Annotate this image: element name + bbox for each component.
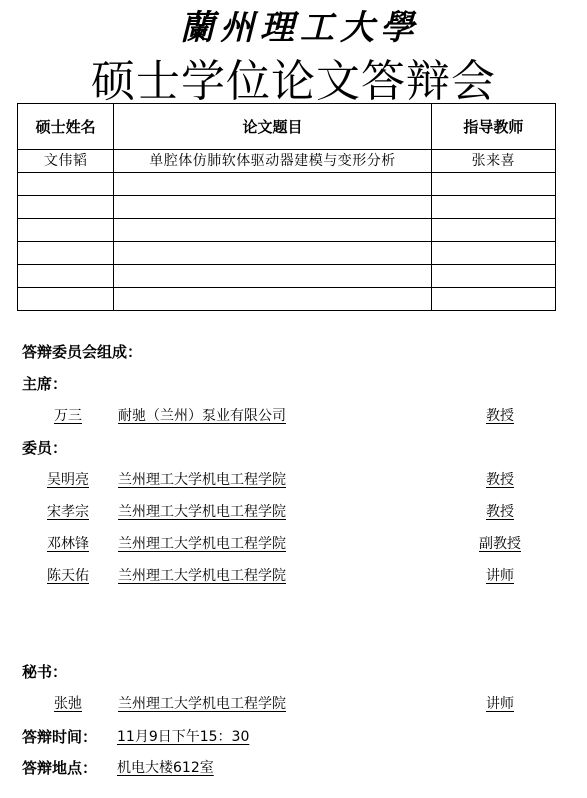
chair-organization: 耐驰（兰州）泵业有限公司	[118, 408, 286, 424]
thesis-topic-cell	[114, 196, 432, 219]
page-title: 硕士学位论文答辩会	[91, 56, 496, 107]
members-label: 委员：	[22, 439, 68, 457]
member-rank: 教授	[486, 472, 514, 488]
advisor-cell	[431, 173, 555, 196]
member-organization: 兰州理工大学机电工程学院	[118, 504, 286, 520]
table-row	[18, 265, 556, 288]
table-row	[18, 196, 556, 219]
member-rank: 讲师	[486, 568, 514, 584]
defense-time-value: 11月9日下午15：30	[117, 729, 250, 745]
student-name-cell	[18, 265, 114, 288]
member-row	[0, 502, 587, 522]
advisor-cell	[431, 288, 555, 311]
secretary-label: 秘书：	[22, 663, 68, 681]
member-organization: 兰州理工大学机电工程学院	[118, 568, 286, 584]
advisor-cell	[431, 242, 555, 265]
table-row	[18, 219, 556, 242]
member-name: 邓林锋	[47, 536, 89, 552]
member-rank: 副教授	[479, 536, 521, 552]
chair-rank: 教授	[486, 408, 514, 424]
student-name-cell	[18, 219, 114, 242]
secretary-name: 张弛	[54, 696, 82, 712]
advisor-cell: 张来喜	[431, 150, 555, 173]
thesis-table	[17, 103, 556, 311]
chair-row	[0, 406, 587, 426]
table-row	[18, 242, 556, 265]
thesis-topic-cell	[114, 265, 432, 288]
column-header-topic: 论文题目	[114, 104, 432, 150]
member-rank: 教授	[486, 504, 514, 520]
advisor-cell	[431, 219, 555, 242]
member-row	[0, 566, 587, 586]
table-header-row	[18, 104, 556, 150]
secretary-rank: 讲师	[486, 696, 514, 712]
defense-place-value: 机电大楼612室	[117, 760, 214, 776]
thesis-topic-cell	[114, 242, 432, 265]
table-row	[18, 288, 556, 311]
member-organization: 兰州理工大学机电工程学院	[118, 472, 286, 488]
advisor-cell	[431, 196, 555, 219]
secretary-organization: 兰州理工大学机电工程学院	[118, 696, 286, 712]
thesis-topic-cell: 单腔体仿肺软体驱动器建模与变形分析	[114, 150, 432, 173]
member-row	[0, 534, 587, 554]
thesis-topic-cell	[114, 219, 432, 242]
student-name-cell	[18, 173, 114, 196]
advisor-cell	[431, 265, 555, 288]
student-name-cell	[18, 242, 114, 265]
student-name-cell	[18, 196, 114, 219]
member-name: 宋孝宗	[47, 504, 89, 520]
defense-time-label: 答辩时间：	[22, 728, 98, 746]
secretary-row	[0, 694, 587, 714]
member-name: 吴明亮	[47, 472, 89, 488]
defense-place-label: 答辩地点：	[22, 759, 98, 777]
chair-name: 万三	[54, 408, 82, 424]
table-row	[18, 173, 556, 196]
member-name: 陈天佑	[47, 568, 89, 584]
chair-label: 主席：	[22, 375, 68, 393]
column-header-student: 硕士姓名	[18, 104, 114, 150]
committee-heading: 答辩委员会组成：	[22, 343, 143, 361]
student-name-cell	[18, 288, 114, 311]
thesis-topic-cell	[114, 288, 432, 311]
table-row	[18, 150, 556, 173]
member-row	[0, 470, 587, 490]
member-organization: 兰州理工大学机电工程学院	[118, 536, 286, 552]
thesis-topic-cell	[114, 173, 432, 196]
column-header-advisor: 指导教师	[431, 104, 555, 150]
university-logo: 蘭州理工大學	[180, 8, 420, 48]
student-name-cell: 文伟韬	[18, 150, 114, 173]
